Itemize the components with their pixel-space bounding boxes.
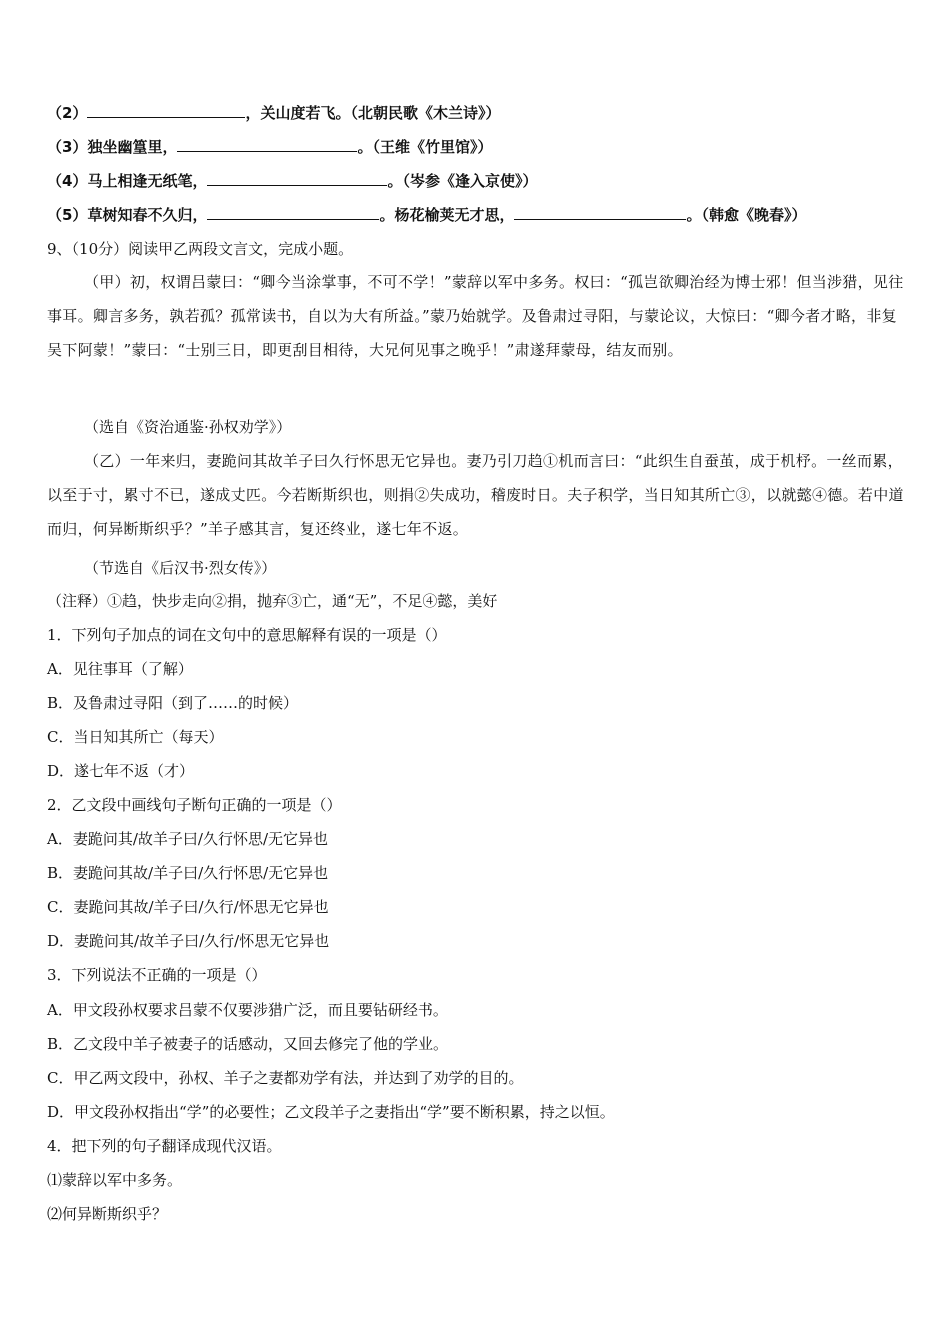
passage-jia-source: （选自《资治通鉴·孙权劝学》） bbox=[84, 418, 292, 436]
poem-number: （4） bbox=[47, 172, 88, 190]
poem-line-2 bbox=[47, 102, 907, 124]
option-2-b[interactable]: B．妻跪问其故/羊子曰/久行怀思/无它异也 bbox=[47, 864, 329, 882]
option-3-b[interactable]: B．乙文段中羊子被妻子的话感动，又回去修完了他的学业。 bbox=[47, 1035, 449, 1053]
translation-item-1: ⑴蒙辞以军中多务。 bbox=[47, 1171, 183, 1189]
poem-source: 。（岑参《逢入京使》） bbox=[387, 172, 538, 190]
answer-blank[interactable] bbox=[177, 137, 357, 152]
poem-text: 草树知春不久归， bbox=[87, 206, 208, 224]
answer-blank[interactable] bbox=[514, 205, 686, 220]
passage-yi-source: （节选自《后汉书·烈女传》） bbox=[84, 559, 277, 577]
subquestion-3-stem: 3．下列说法不正确的一项是（） bbox=[47, 966, 267, 984]
option-3-d[interactable]: D．甲文段孙权指出“学”的必要性；乙文段羊子之妻指出“学”要不断积累，持之以恒。 bbox=[47, 1103, 615, 1121]
option-3-a[interactable]: A．甲文段孙权要求吕蒙不仅要涉猎广泛，而且要钻研经书。 bbox=[47, 1001, 448, 1019]
poem-text: 独坐幽篁里， bbox=[87, 138, 178, 156]
option-1-c[interactable]: C．当日知其所亡（每天） bbox=[47, 728, 224, 746]
poem-line-4 bbox=[47, 170, 907, 192]
option-1-b[interactable]: B．及鲁肃过寻阳（到了……的时候） bbox=[47, 694, 299, 712]
passage-yi bbox=[47, 444, 907, 546]
option-2-d[interactable]: D．妻跪问其/故羊子曰/久行/怀思无它异也 bbox=[47, 932, 330, 950]
option-1-a[interactable]: A．见往事耳（了解） bbox=[47, 660, 193, 678]
poem-text: 。杨花榆荚无才思， bbox=[379, 206, 515, 224]
poem-text: 马上相逢无纸笔， bbox=[87, 172, 208, 190]
poem-source: 。（韩愈《晚春》） bbox=[686, 206, 807, 224]
poem-line-3 bbox=[47, 136, 907, 158]
answer-blank[interactable] bbox=[87, 103, 245, 118]
poem-line-5 bbox=[47, 204, 907, 226]
poem-number: （2） bbox=[47, 104, 88, 122]
option-1-d[interactable]: D．遂七年不返（才） bbox=[47, 762, 195, 780]
poem-source: 。（王维《竹里馆》） bbox=[357, 138, 493, 156]
poem-text: ，关山度若飞。（北朝民歌《木兰诗》） bbox=[245, 104, 501, 122]
passage-jia bbox=[47, 265, 907, 401]
subquestion-1-stem: 1．下列句子加点的词在文句中的意思解释有误的一项是（） bbox=[47, 626, 447, 644]
answer-blank[interactable] bbox=[207, 205, 379, 220]
subquestion-2-stem: 2．乙文段中画线句子断句正确的一项是（） bbox=[47, 796, 342, 814]
poem-number: （3） bbox=[47, 138, 88, 156]
passage-jia-text: （甲）初，权谓吕蒙曰：“卿今当涂掌事，不可不学！”蒙辞以军中多务。权曰：“孤岂欲卿治经为博士邪！但当涉猎，见往事耳。卿言多务，孰若孤？孤常读书，自以为大有所益。”蒙乃始就学。及鲁肃过寻阳，与蒙论议，大惊曰：“卿今者才略，非复吴下阿蒙！”蒙曰：“士别三日，即更刮目相待，大兄何见事之晚乎！”肃遂拜蒙母，结友而别。 bbox=[47, 273, 904, 359]
question-title: 9、（10分）阅读甲乙两段文言文，完成小题。 bbox=[47, 240, 354, 258]
answer-blank[interactable] bbox=[207, 171, 387, 186]
poem-number: （5） bbox=[47, 206, 88, 224]
option-2-c[interactable]: C．妻跪问其故/羊子曰/久行/怀思无它异也 bbox=[47, 898, 329, 916]
subquestion-4-stem: 4．把下列的句子翻译成现代汉语。 bbox=[47, 1137, 282, 1155]
translation-item-2: ⑵何异断斯织乎？ bbox=[47, 1205, 168, 1223]
option-2-a[interactable]: A．妻跪问其/故羊子曰/久行怀思/无它异也 bbox=[47, 830, 328, 848]
option-3-c[interactable]: C．甲乙两文段中，孙权、羊子之妻都劝学有法，并达到了劝学的目的。 bbox=[47, 1069, 524, 1087]
passage-yi-text: （乙）一年来归，妻跪问其故羊子曰久行怀思无它异也。妻乃引刀趋①机而言曰：“此织生自蚕茧，成于机杼。一丝而累，以至于寸，累寸不已，遂成丈匹。今若断斯织也，则捐②失成功，稽废时日。夫子积学，当日知其所亡③，以就懿④德。若中道而归，何异断斯织乎？”羊子感其言，复还终业，遂七年不返。 bbox=[47, 452, 904, 538]
annotation-notes: （注释）①趋，快步走向②捐，抛弃③亡，通“无”，不足④懿，美好 bbox=[47, 592, 498, 610]
